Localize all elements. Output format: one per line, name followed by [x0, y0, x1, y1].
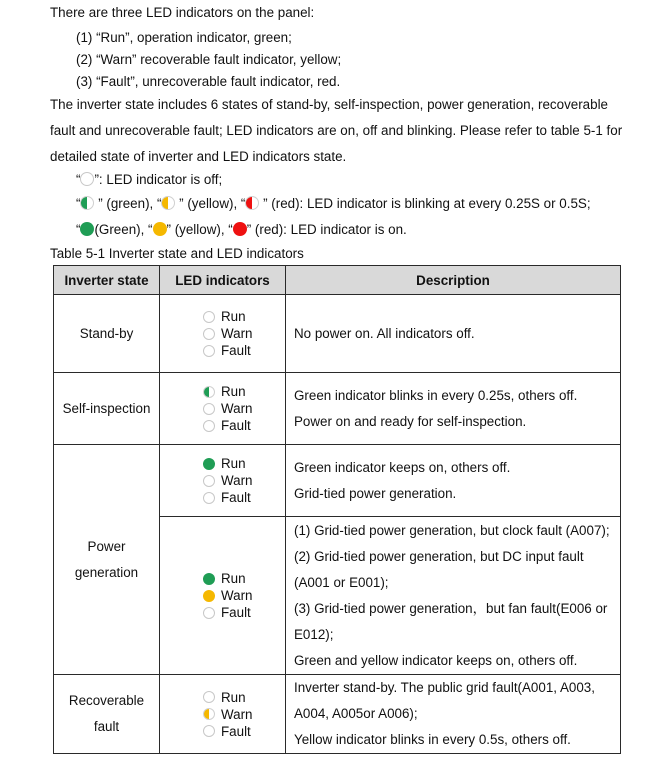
fault-led-icon: [203, 420, 215, 432]
warn-led-icon: [203, 403, 215, 415]
run-led-icon: [203, 573, 215, 585]
fault-led-icon: [203, 492, 215, 504]
led-label: Run: [221, 384, 246, 399]
desc-cell: [286, 445, 621, 517]
warn-led-icon: [203, 475, 215, 487]
list-item-run: (1) “Run”, operation indicator, green;: [76, 30, 292, 45]
fault-led-icon: [203, 725, 215, 737]
legend-blink-red-text: ” (red): LED indicator is blinking at every 0.25S or 0.5S;: [259, 196, 591, 211]
run-led-icon: [203, 311, 215, 323]
led-cell: [160, 445, 286, 517]
paragraph-line-2: fault and unrecoverable fault; LED indicators are on, off and blinking. Please refer to table 5-1 for: [50, 123, 623, 138]
desc-line: E012);: [294, 626, 334, 642]
header-inverter-state: Inverter state: [54, 266, 160, 295]
desc-line: Power on and ready for self-inspection.: [294, 413, 527, 429]
led-cell: [160, 373, 286, 445]
table-row: [54, 373, 621, 445]
paragraph-line-3: detailed state of inverter and LED indicators state.: [50, 149, 347, 164]
led-label: Run: [221, 689, 246, 705]
led-blink-green-icon: [80, 196, 94, 210]
run-led-icon: [203, 458, 215, 470]
desc-line: Green indicator blinks in every 0.25s, others off.: [294, 387, 578, 403]
desc-line: (3) Grid-tied power generation，but fan fault(E006 or: [294, 600, 608, 616]
desc-line: Green and yellow indicator keeps on, others off.: [294, 652, 578, 668]
led-label: Run: [221, 571, 246, 586]
desc-line: No power on. All indicators off.: [294, 325, 475, 341]
led-label: Fault: [221, 343, 251, 358]
desc-line: Yellow indicator blinks in every 0.5s, others off.: [294, 732, 571, 747]
desc-line: (2) Grid-tied power generation, but DC input fault: [294, 548, 584, 564]
state-line: fault: [93, 719, 120, 734]
led-cell: [160, 517, 286, 675]
state-recoverable-fault: [54, 675, 160, 754]
run-led-icon: [203, 386, 215, 398]
led-label: Run: [221, 309, 246, 324]
table-row: [54, 445, 621, 517]
legend-on-red-text: ” (red): LED indicator is on.: [246, 222, 407, 237]
warn-led-icon: [203, 328, 215, 340]
desc-line: (A001 or E001);: [294, 574, 389, 590]
state-line: generation: [74, 564, 139, 580]
legend-on: “ (Green), “ ” (yellow), “ ” (red): LED indicator is on.: [76, 222, 407, 237]
led-cell: [160, 675, 286, 754]
state-self-inspection: Self-inspection: [54, 373, 160, 445]
state-power-generation: [54, 445, 160, 675]
led-label: Warn: [221, 473, 253, 488]
desc-cell: [286, 517, 621, 675]
led-label: Fault: [221, 418, 251, 433]
led-cell: [160, 295, 286, 373]
table-row: [54, 295, 621, 373]
desc-line: A004, A005or A006);: [294, 706, 418, 721]
led-off-icon: [80, 172, 94, 186]
legend-off-text: ”: LED indicator is off;: [94, 172, 223, 187]
desc-cell: [286, 295, 621, 373]
header-description: Description: [286, 266, 621, 295]
warn-led-icon: [203, 708, 215, 720]
led-blink-red-icon: [245, 196, 259, 210]
legend-on-yellow-text: ” (yellow), “: [166, 222, 233, 237]
desc-cell: [286, 675, 621, 754]
desc-line: Green indicator keeps on, others off.: [294, 459, 511, 475]
intro-heading: There are three LED indicators on the panel:: [50, 5, 315, 20]
desc-line: Inverter stand-by. The public grid fault(A001, A003,: [294, 680, 595, 695]
led-blink-yellow-icon: [161, 196, 175, 210]
state-line: Power: [87, 538, 126, 554]
fault-led-icon: [203, 345, 215, 357]
table-row: [54, 675, 621, 754]
led-label: Run: [221, 456, 246, 471]
led-on-green-icon: [80, 222, 94, 236]
table-header-row: [54, 266, 621, 295]
led-on-yellow-icon: [153, 222, 167, 236]
state-line: Recoverable: [68, 693, 145, 708]
desc-line: (1) Grid-tied power generation, but clock fault (A007);: [294, 522, 610, 538]
led-label: Fault: [221, 605, 251, 620]
legend-blink-yellow-text: ” (yellow), “: [175, 196, 246, 211]
led-on-red-icon: [233, 222, 247, 236]
header-led-indicators: LED indicators: [160, 266, 286, 295]
state-standby: Stand-by: [54, 295, 160, 373]
warn-led-icon: [203, 590, 215, 602]
legend-blink-green-text: ” (green), “: [94, 196, 162, 211]
legend-off: “ ”: LED indicator is off;: [76, 172, 223, 187]
paragraph-line-1: The inverter state includes 6 states of stand-by, self-inspection, power generation, recoverable: [50, 97, 608, 112]
led-label: Warn: [221, 401, 253, 416]
run-led-icon: [203, 691, 215, 703]
fault-led-icon: [203, 607, 215, 619]
list-item-fault: (3) “Fault”, unrecoverable fault indicator, red.: [76, 74, 341, 89]
led-label: Warn: [221, 706, 253, 722]
desc-cell: [286, 373, 621, 445]
list-item-warn: (2) “Warn” recoverable fault indicator, yellow;: [76, 52, 342, 67]
table-caption: Table 5-1 Inverter state and LED indicators: [50, 246, 304, 261]
legend-blinking: “ ” (green), “ ” (yellow), “ ” (red): LED indicator is blinking at every 0.25S or 0.5S;: [76, 196, 591, 211]
state-led-table: [53, 265, 621, 754]
desc-line: Grid-tied power generation.: [294, 485, 457, 501]
led-label: Warn: [221, 326, 253, 341]
led-label: Warn: [221, 588, 253, 603]
legend-on-green-text: (Green), “: [94, 222, 153, 237]
led-label: Fault: [221, 490, 251, 505]
led-label: Fault: [221, 723, 251, 739]
